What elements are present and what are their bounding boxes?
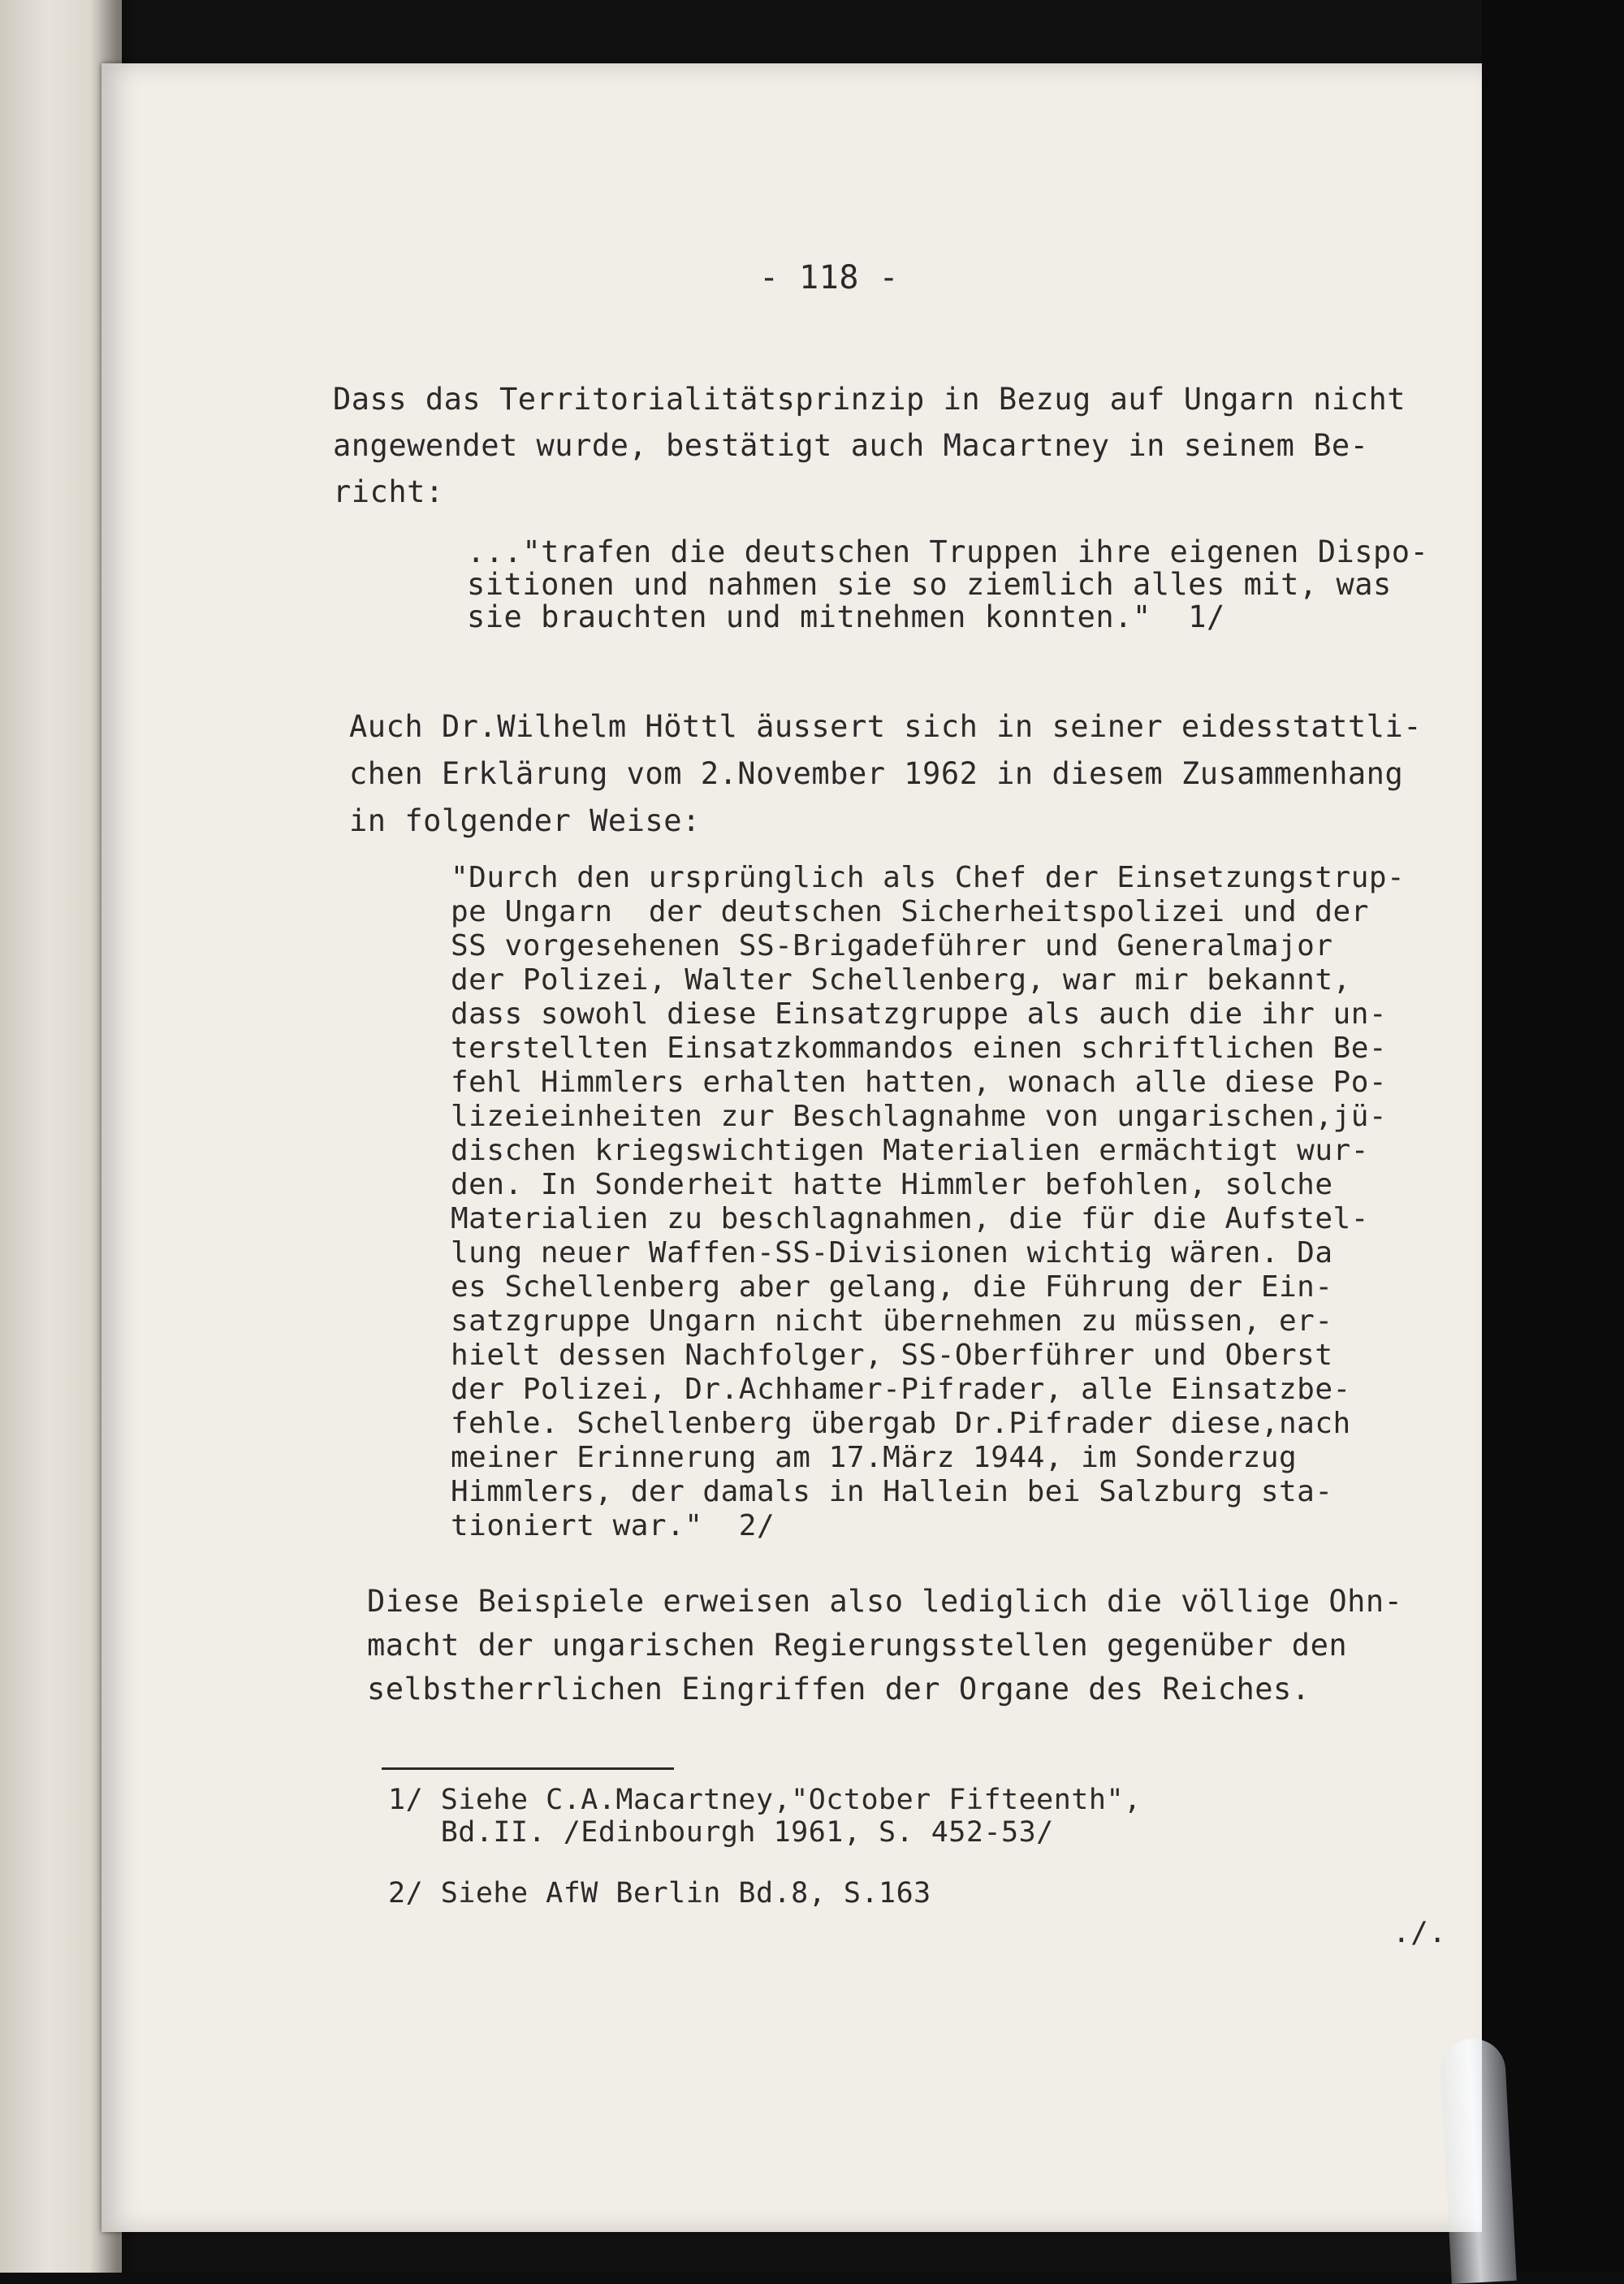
page-holder-rod: [1439, 2037, 1517, 2284]
paragraph-hoettl: Auch Dr.Wilhelm Höttl äussert sich in seiner eidesstattli- chen Erklärung vom 2.November 1962 in diesem Zusammenhang in folgender Weise:: [349, 709, 1423, 838]
quote-macartney: ..."trafen die deutschen Truppen ihre eigenen Dispo- sitionen und nahmen sie so ziemlich alles mit, was sie brauchten und mitnehmen konnten." 1/: [467, 534, 1429, 634]
continuation-mark: ./.: [1393, 1916, 1447, 1949]
quote-hoettl-declaration: "Durch den ursprünglich als Chef der Einsetzungstrup- pe Ungarn der deutschen Sicherheitspolizei und der SS vorgesehenen SS-Brigadeführer und Generalmajor der Polizei, Walter Schellenberg, war mir bekannt, dass sowohl diese Einsatzgruppe als auch die ihr un- terstellten Einsatzkommandos einen schriftlichen Be- fehl Himmlers erhalten hatten, wonach alle diese Po- lizeieinheiten zur Beschlagnahme von ungarischen,jü- dischen kriegswichtigen Materialien ermächtigt wur- den. In Sonderheit hatte Himmler befohlen, solche Materialien zu beschlagnahmen, die für die Aufstel- lung neuer Waffen-SS-Divisionen wichtig wären. Da es Schellenberg aber gelang, die Führung der Ein- satzgruppe Ungarn nicht übernehmen zu müssen, er- hielt dessen Nachfolger, SS-Oberführer und Oberst der Polizei, Dr.Achhamer-Pifrader, alle Einsatzbe- fehle. Schellenberg übergab Dr.Pifrader diese,nach meiner Erinnerung am 17.März 1944, im Sonderzug Himmlers, der damals in Hallein bei Salzburg sta- tioniert war." 2/: [451, 861, 1406, 1542]
page-number: - 118 -: [759, 259, 900, 296]
right-background: [1482, 0, 1624, 2273]
footnote-1: 1/ Siehe C.A.Macartney,"October Fifteenth", Bd.II. /Edinbourgh 1961, S. 452-53/: [388, 1784, 1142, 1849]
footnote-rule: [382, 1767, 674, 1770]
paragraph-conclusion: Diese Beispiele erweisen also lediglich die völlige Ohn- macht der ungarischen Regierungsstellen gegenüber den selbstherrlichen Eingriffen der Organe des Reiches.: [367, 1584, 1403, 1707]
paragraph-territoriality: Dass das Territorialitätsprinzip in Bezug auf Ungarn nicht angewendet wurde, bestätigt auch Macartney in seinem Be- richt:: [333, 382, 1406, 509]
footnote-2: 2/ Siehe AfW Berlin Bd.8, S.163: [388, 1877, 931, 1910]
